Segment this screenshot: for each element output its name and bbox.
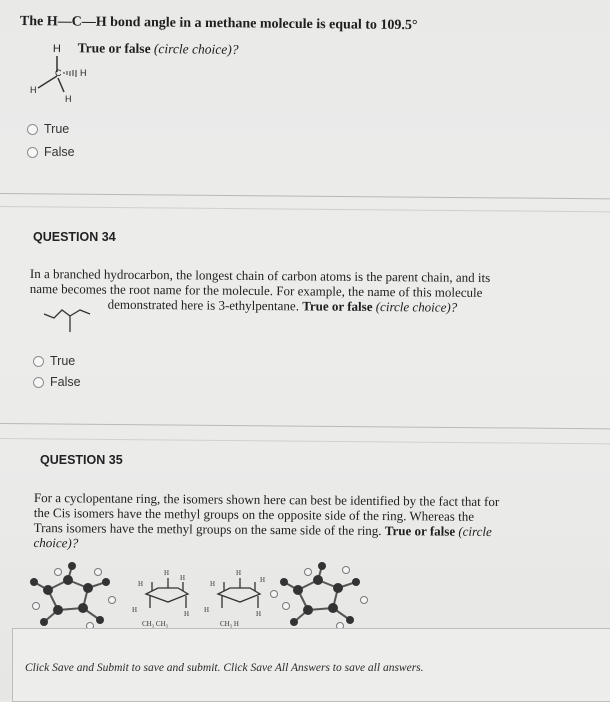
q34-true-false-bold: True or false bbox=[302, 298, 373, 314]
bond-hash-right bbox=[64, 70, 76, 77]
q35-title: QUESTION 35 bbox=[40, 453, 123, 467]
radio-button[interactable] bbox=[27, 147, 38, 158]
divider-q33-q34-2 bbox=[0, 206, 610, 212]
h-label: H bbox=[236, 569, 242, 577]
q33-text-line1: The H—C—H bond angle in a methane molecule is equal to 109.5° bbox=[19, 14, 418, 34]
q35-line2: the Cis isomers have the methyl groups on the opposite side of the ring. Whereas the bbox=[33, 504, 475, 524]
radio-button[interactable] bbox=[33, 377, 44, 388]
q35-circle-choice: (circle bbox=[455, 523, 492, 539]
skeletal-structure bbox=[40, 304, 102, 340]
q33-circle-choice: (circle choice)? bbox=[150, 41, 239, 57]
trans-ch3-labels: CH₃ H bbox=[220, 620, 239, 628]
h-label: H bbox=[210, 580, 216, 588]
option-label: False bbox=[50, 375, 81, 389]
methane-structure bbox=[24, 52, 114, 112]
cyclopentane-isomers bbox=[28, 560, 378, 632]
radio-button[interactable] bbox=[27, 124, 38, 135]
h-label: H bbox=[164, 569, 170, 577]
q33-option-false[interactable] bbox=[27, 145, 75, 159]
h-label: H bbox=[204, 606, 210, 614]
h-label: H bbox=[132, 606, 138, 614]
h-label: H bbox=[184, 610, 190, 618]
methane-h-right-label: H bbox=[80, 68, 87, 78]
q34-circle-choice: (circle choice)? bbox=[372, 298, 458, 315]
cis-ring-drawing bbox=[146, 578, 188, 608]
methane-c-label: C bbox=[55, 68, 62, 78]
cis-ch3-labels: CH₃ CH₃ bbox=[142, 620, 169, 628]
submit-footer bbox=[12, 628, 610, 702]
option-label: False bbox=[44, 145, 75, 159]
ball-stick-model-right bbox=[284, 566, 356, 622]
h-label: H bbox=[180, 574, 186, 582]
radio-button[interactable] bbox=[33, 356, 44, 367]
option-label: True bbox=[44, 122, 70, 136]
h-label: H bbox=[260, 576, 266, 584]
option-label: True bbox=[50, 354, 76, 368]
q33-true-false-bold: True or false bbox=[77, 40, 151, 57]
divider-q33-q34 bbox=[0, 193, 610, 199]
q35-text bbox=[33, 490, 594, 555]
q35-true-false-bold: True or false bbox=[384, 523, 456, 539]
divider-q34-q35 bbox=[0, 423, 610, 429]
q35-line1: For a cyclopentane ring, the isomers shown here can best be identified by the fact that for bbox=[33, 490, 500, 510]
q35-line3-pre: Trans isomers have the methyl groups on the same side of the ring. bbox=[33, 519, 385, 539]
q34-title: QUESTION 34 bbox=[33, 230, 116, 244]
methane-h-left-label: H bbox=[30, 85, 37, 95]
q34-text bbox=[30, 266, 600, 316]
h-label: H bbox=[256, 610, 262, 618]
trans-ring-drawing bbox=[218, 578, 260, 608]
q34-line1: In a branched hydrocarbon, the longest chain of carbon atoms is the parent chain, and its bbox=[29, 266, 491, 286]
footer-instructions: Click Save and Submit to save and submit. Click Save All Answers to save all answers. bbox=[25, 662, 424, 674]
q34-line3-pre: demonstrated here is 3-ethylpentane. bbox=[107, 296, 303, 314]
bond-bottom bbox=[58, 78, 64, 92]
q33-option-true[interactable] bbox=[27, 122, 69, 136]
q34-option-false[interactable] bbox=[33, 375, 81, 389]
q34-line2: name becomes the root name for the molecule. For example, the name of this molecule bbox=[29, 280, 483, 300]
methane-h-top-label: H bbox=[52, 42, 61, 56]
q35-line4: choice)? bbox=[33, 534, 79, 551]
methane-h-bottom-label: H bbox=[65, 94, 72, 104]
h-label: H bbox=[138, 580, 144, 588]
divider-q34-q35-2 bbox=[0, 438, 610, 444]
q34-option-true[interactable] bbox=[33, 354, 75, 368]
